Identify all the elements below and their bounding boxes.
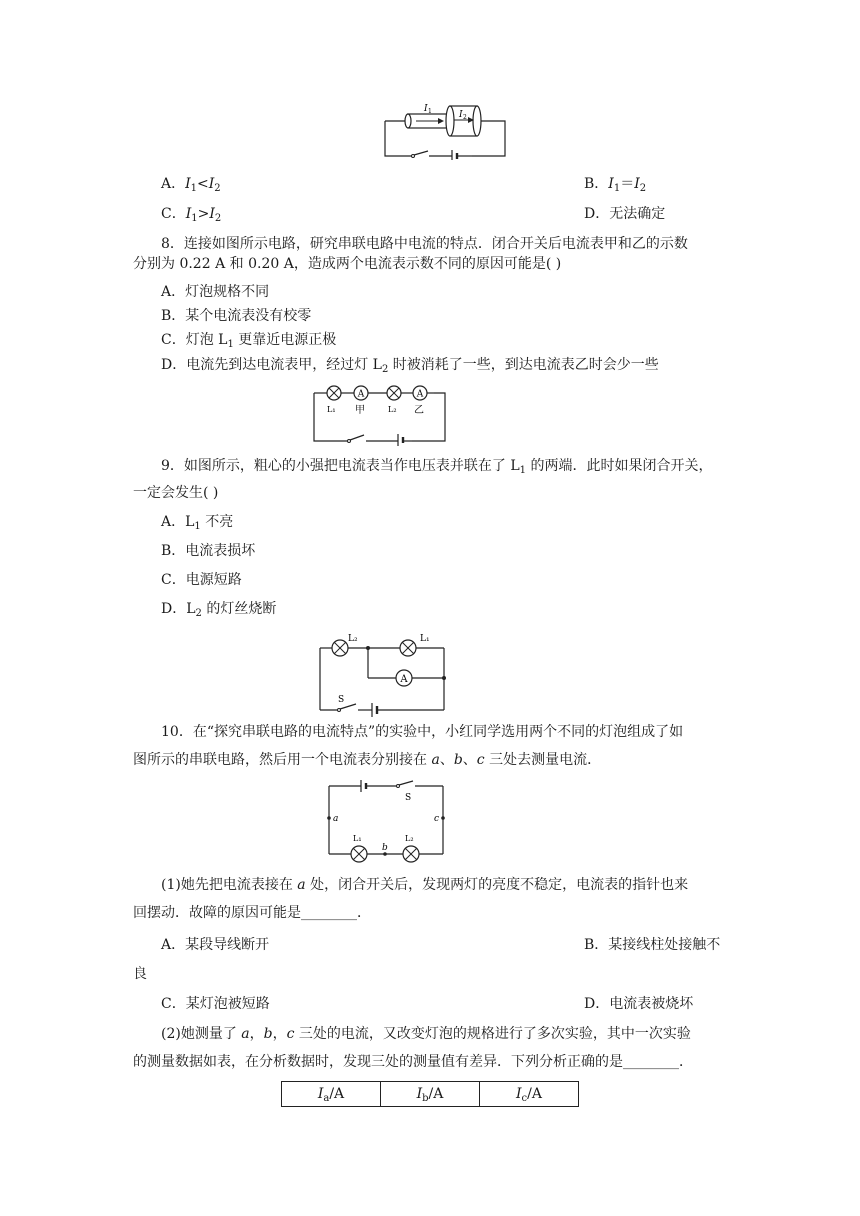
q9-label-l2: L₂ (348, 634, 358, 644)
q9-stem-line2: 一定会发生( ) (133, 485, 219, 501)
q10-part1-line1: (1)她先把电流表接在 a 处，闭合开关后，发现两灯的亮度不稳定，电流表的指针也来 (161, 877, 689, 893)
table-header-ic: $I_c/A$ (480, 1082, 579, 1107)
q8-label-yi: 乙 (414, 405, 424, 416)
q8-circuit-figure (310, 380, 450, 446)
q10-data-table (281, 1081, 579, 1107)
svg-text:A: A (416, 389, 424, 400)
svg-text:A: A (357, 389, 365, 400)
q8-label-l1: L₁ (327, 405, 336, 414)
q10-part1-option-d: D．电流表被烧坏 (584, 996, 694, 1012)
q8-option-b: B．某个电流表没有校零 (161, 308, 312, 324)
q9-option-b: B．电流表损坏 (161, 543, 256, 559)
q10-label-a: a (333, 814, 339, 824)
table-header-row (282, 1082, 579, 1107)
q10-stem-line1: 10．在“探究串联电路的电流特点”的实验中，小红同学选用两个不同的灯泡组成了如 (161, 724, 684, 740)
q10-label-b: b (382, 843, 388, 853)
q8-label-jia: 甲 (355, 405, 365, 416)
svg-text:A: A (400, 674, 408, 685)
q10-circuit-figure (325, 780, 447, 864)
q7-option-c: C．$I_1>I_2$ (161, 206, 222, 224)
q9-option-d: D．$L_2$ 的灯丝烧断 (161, 601, 277, 619)
q7-option-a: A．$I_1<I_2$ (161, 176, 221, 194)
svg-text:I: I (459, 110, 463, 120)
q10-part1-option-a: A．某段导线断开 (161, 937, 270, 953)
svg-text:I: I (424, 104, 428, 114)
q7-option-b: B．$I_1=I_2$ (584, 176, 647, 194)
q10-part1-option-c: C．某灯泡被短路 (161, 996, 270, 1012)
q10-label-c: c (434, 814, 440, 824)
q9-option-a: A．$L_1$ 不亮 (161, 514, 234, 532)
q10-part1-line2: 回摆动．故障的原因可能是________． (133, 905, 371, 921)
q10-stem-line2: 图所示的串联电路，然后用一个电流表分别接在 a、b、c 三处去测量电流． (133, 752, 602, 768)
q7-option-d: D．无法确定 (584, 206, 666, 222)
q8-stem-line2: 分别为 0.22 A 和 0.20 A，造成两个电流表示数不同的原因可能是( ) (133, 256, 562, 272)
q9-stem-line1: 9．如图所示，粗心的小强把电流表当作电压表并联在了 $L_1$ 的两端．此时如果闭合开关， (161, 458, 713, 476)
q10-part2-line1: (2)她测量了 a，b，c 三处的电流，又改变灯泡的规格进行了多次实验，其中一次实验 (161, 1026, 691, 1042)
q10-label-switch: S (405, 793, 412, 803)
q9-option-c: C．电源短路 (161, 572, 242, 588)
table-header-ib: $I_b/A$ (381, 1082, 480, 1107)
q7-label-i2: 2 (463, 114, 467, 121)
q8-stem-line1: 8．连接如图所示电路，研究串联电路中电流的特点．闭合开关后电流表甲和乙的示数 (161, 236, 688, 252)
q7-circuit-figure (382, 100, 508, 160)
q8-label-l2: L₂ (388, 405, 397, 414)
q9-label-l1: L₁ (420, 634, 430, 644)
q9-circuit-figure (316, 630, 448, 718)
q9-label-switch: S (338, 695, 345, 705)
q7-label-i1: 1 (428, 108, 432, 115)
q10-label-l2: L₂ (405, 834, 414, 843)
table-header-ia: $I_a/A$ (282, 1082, 381, 1107)
q10-part1-option-b-wrap: 良 (133, 966, 147, 982)
q8-option-d: D．电流先到达电流表甲，经过灯 $L_2$ 时被消耗了一些，到达电流表乙时会少一些 (161, 357, 659, 375)
q8-option-a: A．灯泡规格不同 (161, 284, 270, 300)
q10-label-l1: L₁ (353, 834, 362, 843)
q10-part1-option-b: B．某接线柱处接触不 (584, 937, 721, 953)
q8-option-c: C．灯泡 $L_1$ 更靠近电源正极 (161, 332, 337, 350)
q10-part2-line2: 的测量数据如表，在分析数据时，发现三处的测量值有差异．下列分析正确的是________． (133, 1054, 693, 1070)
